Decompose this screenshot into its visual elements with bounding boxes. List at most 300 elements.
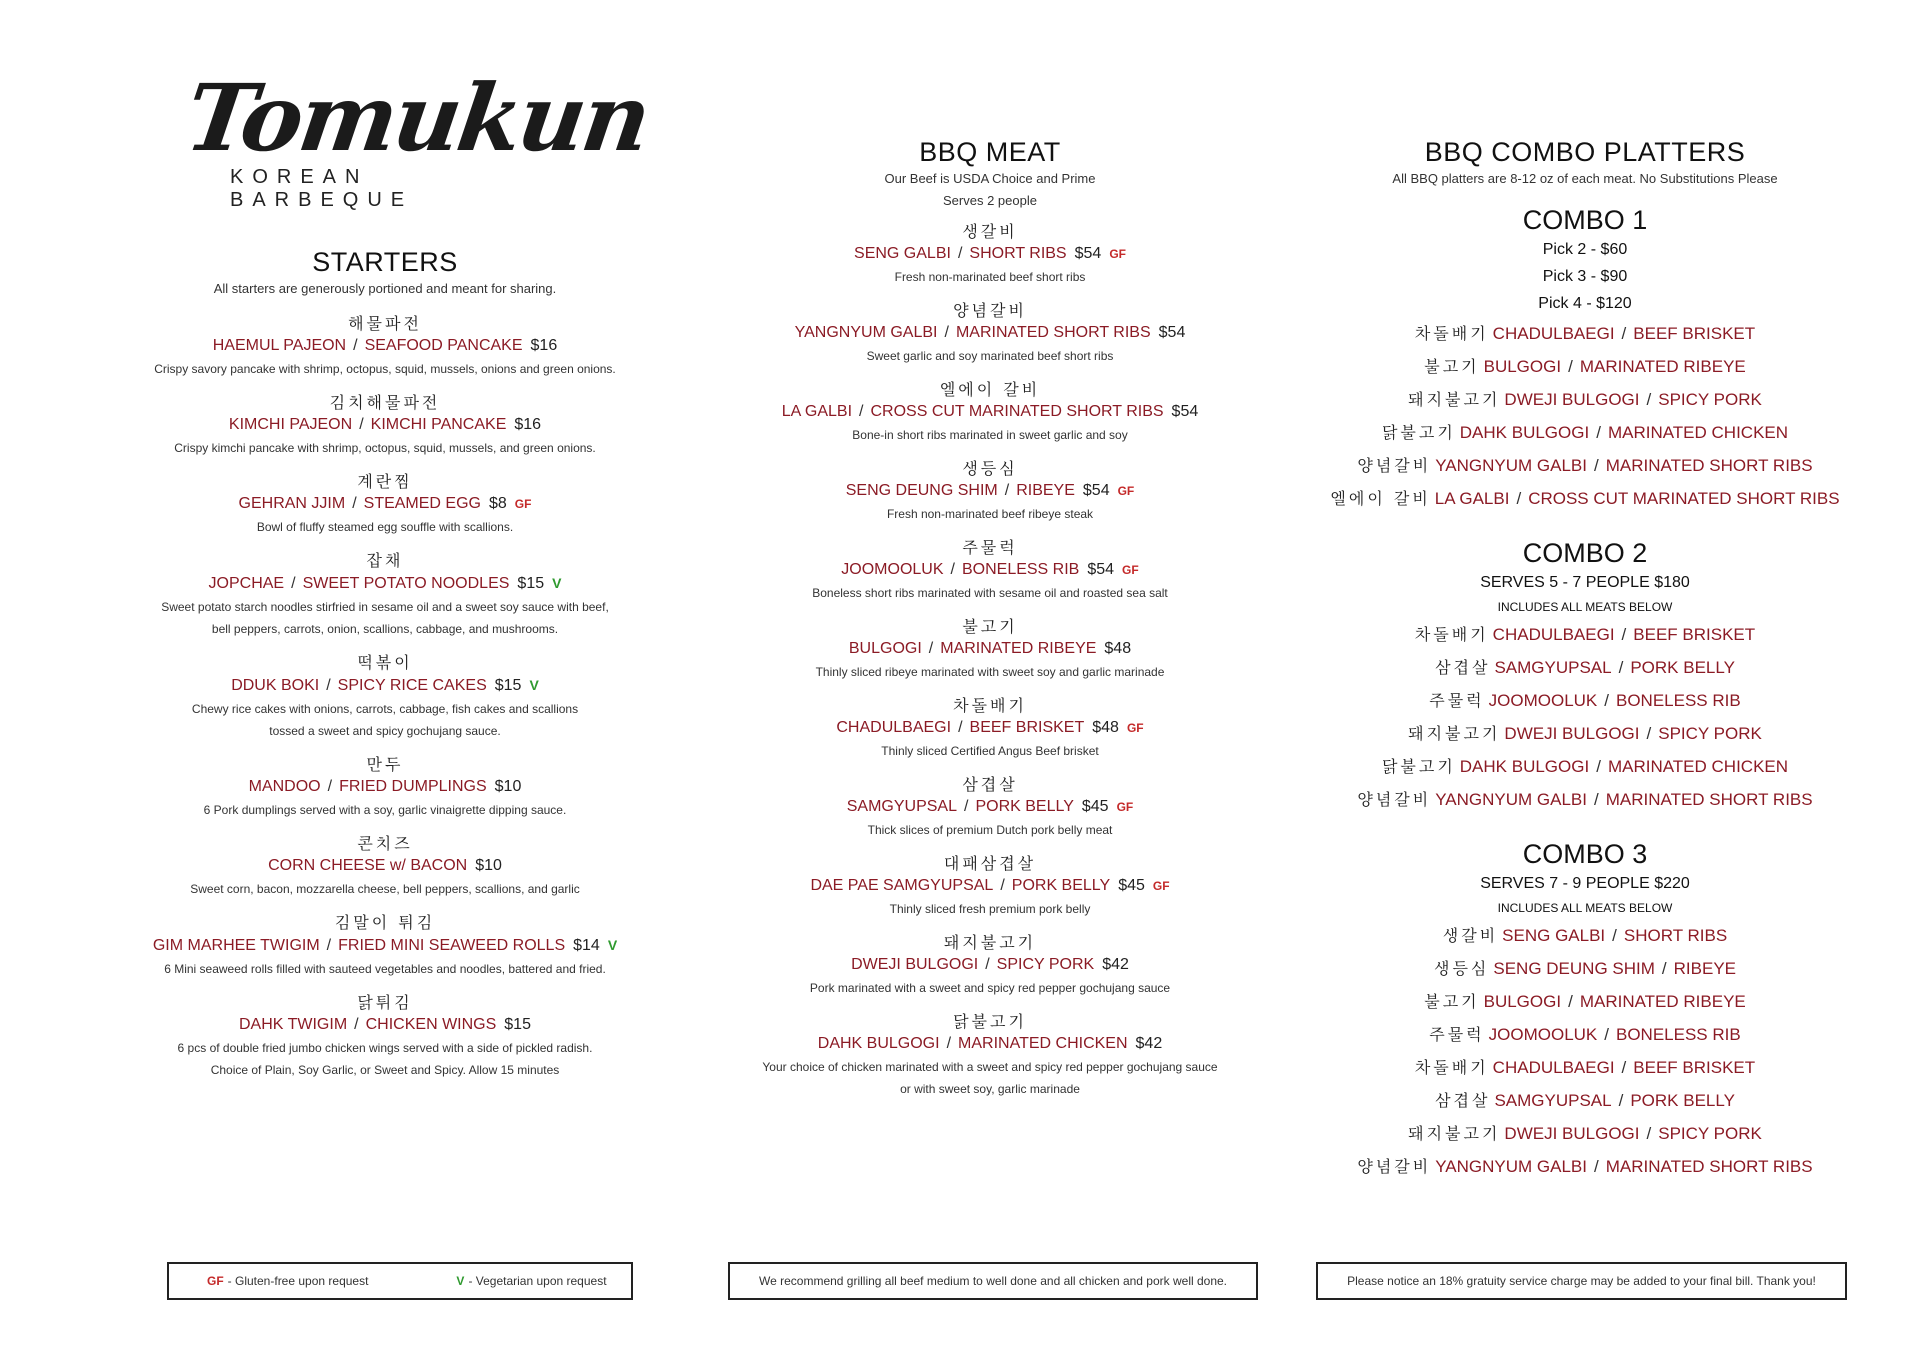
name-separator: /	[944, 324, 949, 341]
combo-meat-romanized: CHADULBAEGI	[1492, 324, 1615, 343]
combo-meat-line	[1320, 1018, 1850, 1051]
combo-meat-line	[1320, 985, 1850, 1018]
item-romanized-name: DDUK BOKI	[231, 677, 320, 694]
combo-meat-korean: 생등심	[1434, 959, 1490, 978]
item-english-name: CHICKEN WINGS	[365, 1016, 497, 1033]
combo-includes-note: INCLUDES ALL MEATS BELOW	[1497, 901, 1673, 915]
item-description: Thinly sliced fresh premium pork belly	[889, 902, 1091, 916]
menu-item	[740, 617, 1240, 683]
item-romanized-name: JOPCHAE	[208, 575, 285, 592]
combo-price-line: SERVES 7 - 9 PEOPLE $220	[1480, 875, 1690, 892]
item-description: 6 Mini seaweed rolls filled with sauteed vegetables and noodles, battered and fried.	[164, 962, 606, 976]
item-price: $54	[1087, 561, 1115, 578]
name-separator: /	[1594, 790, 1599, 809]
item-korean-name: 주물럭	[962, 538, 1018, 557]
item-name-line	[140, 492, 630, 516]
item-romanized-name: DAHK BULGOGI	[817, 1035, 940, 1052]
name-separator: /	[1604, 1025, 1609, 1044]
name-separator: /	[359, 416, 364, 433]
combo-meat-korean: 주물럭	[1429, 691, 1485, 710]
combo-meat-romanized: SENG GALBI	[1502, 926, 1606, 945]
combo-meat-english: BONELESS RIB	[1616, 1025, 1741, 1044]
item-price: $16	[514, 416, 542, 433]
starters-list	[140, 314, 630, 1081]
combo-meat-romanized: YANGNYUM GALBI	[1435, 456, 1587, 475]
item-romanized-name: DAHK TWIGIM	[239, 1016, 348, 1033]
item-romanized-name: YANGNYUM GALBI	[794, 324, 938, 341]
item-korean-name: 만두	[366, 755, 404, 774]
vegetarian-badge: V	[607, 937, 618, 953]
name-separator: /	[352, 495, 357, 512]
combo-meat-korean: 생갈비	[1442, 926, 1499, 945]
combo-section-title: BBQ COMBO PLATTERS	[1424, 137, 1746, 167]
menu-item	[140, 393, 630, 459]
gluten-free-badge: GF	[1117, 484, 1135, 498]
item-description: Sweet corn, bacon, mozzarella cheese, bell peppers, scallions, and garlic	[190, 882, 580, 896]
item-price: $16	[530, 337, 558, 354]
item-description: bell peppers, carrots, onion, scallions, cabbage, and mushrooms.	[211, 622, 559, 636]
item-price: $54	[1171, 403, 1199, 420]
item-korean-name: 돼지불고기	[943, 933, 1037, 952]
item-description: or with sweet soy, garlic marinade	[900, 1082, 1080, 1096]
item-korean-name: 잡채	[366, 551, 404, 570]
item-korean-name: 엘에이 갈비	[939, 380, 1041, 399]
bbq-meat-section	[740, 136, 1240, 1113]
item-price: $42	[1135, 1035, 1163, 1052]
combo-meat-english: CROSS CUT MARINATED SHORT RIBS	[1528, 489, 1840, 508]
item-name-line	[740, 558, 1240, 582]
item-price: $15	[504, 1016, 531, 1033]
combo-meat-english: SHORT RIBS	[1623, 926, 1728, 945]
combo-meat-line	[1320, 919, 1850, 952]
legend-box	[167, 1262, 633, 1300]
name-separator: /	[1621, 1058, 1627, 1077]
item-korean-name: 닭불고기	[953, 1012, 1027, 1031]
item-name-line	[740, 953, 1240, 977]
name-separator: /	[1596, 423, 1601, 442]
combo-block	[1320, 204, 1850, 515]
name-separator: /	[859, 403, 864, 420]
logo-subtitle: KOREAN BARBEQUE	[230, 166, 414, 211]
item-name-line	[740, 716, 1240, 740]
combo-meat-romanized: DWEJI BULGOGI	[1504, 390, 1640, 409]
combo-block	[1320, 838, 1850, 1183]
name-separator: /	[958, 719, 963, 736]
menu-item	[140, 472, 630, 538]
item-romanized-name: CORN CHEESE w/ BACON	[268, 857, 468, 874]
item-english-name: FRIED MINI SEAWEED ROLLS	[338, 937, 566, 954]
item-romanized-name: LA GALBI	[781, 403, 853, 420]
item-description: Pork marinated with a sweet and spicy red pepper gochujang sauce	[809, 981, 1171, 995]
item-name-line	[140, 1013, 630, 1037]
combo-meat-english: PORK BELLY	[1630, 1091, 1735, 1110]
combo-meat-line	[1320, 1117, 1850, 1150]
item-korean-name: 생등심	[962, 459, 1018, 478]
item-name-line	[740, 400, 1240, 424]
item-description: Bowl of fluffy steamed egg souffle with scallions.	[256, 520, 514, 534]
menu-item	[740, 222, 1240, 288]
combo-meat-english: SPICY PORK	[1658, 1124, 1762, 1143]
item-description: Your choice of chicken marinated with a sweet and spicy red pepper gochujang sauce	[762, 1060, 1218, 1074]
item-price: $14	[573, 937, 600, 954]
item-korean-name: 양념갈비	[953, 301, 1027, 320]
item-english-name: KIMCHI PANCAKE	[370, 416, 507, 433]
item-english-name: SEAFOOD PANCAKE	[364, 337, 523, 354]
combo-meat-english: MARINATED RIBEYE	[1579, 992, 1746, 1011]
item-price: $15	[517, 575, 545, 592]
name-separator: /	[964, 798, 969, 815]
item-description: Sweet garlic and soy marinated beef short ribs	[866, 349, 1114, 363]
item-korean-name: 김말이 튀김	[334, 913, 436, 932]
combo-meat-line	[1320, 449, 1850, 482]
legend-v-mark: V	[456, 1274, 465, 1288]
combo-meat-korean: 불고기	[1424, 992, 1480, 1011]
combo-meat-romanized: DWEJI BULGOGI	[1504, 1124, 1640, 1143]
combo-meat-korean: 차돌배기	[1414, 1058, 1489, 1077]
item-english-name: CROSS CUT MARINATED SHORT RIBS	[870, 403, 1164, 420]
combo-meat-korean: 차돌배기	[1414, 324, 1489, 343]
item-description: Choice of Plain, Soy Garlic, or Sweet and Spicy. Allow 15 minutes	[210, 1063, 560, 1077]
menu-item	[140, 755, 630, 821]
legend-gf-text: - Gluten-free upon request	[227, 1274, 369, 1288]
combo-meat-romanized: SAMGYUPSAL	[1494, 658, 1612, 677]
gluten-free-badge: GF	[514, 497, 532, 511]
item-name-line	[140, 854, 630, 878]
gluten-free-badge: GF	[1116, 800, 1134, 814]
item-english-name: STEAMED EGG	[363, 495, 481, 512]
combo-meat-line	[1320, 416, 1850, 449]
combo-meat-line	[1320, 350, 1850, 383]
gluten-free-badge: GF	[1152, 879, 1170, 893]
vegetarian-badge: V	[529, 677, 539, 693]
combo-meat-korean: 닭불고기	[1381, 757, 1456, 776]
item-english-name: BEEF BRISKET	[969, 719, 1085, 736]
starters-section	[140, 246, 630, 1094]
name-separator: /	[1618, 658, 1624, 677]
item-price: $54	[1158, 324, 1186, 341]
combo-meat-romanized: JOOMOOLUK	[1488, 1025, 1598, 1044]
menu-item	[740, 301, 1240, 367]
combo-meat-korean: 양념갈비	[1357, 456, 1432, 475]
item-name-line	[140, 933, 630, 958]
combo-meat-english: SPICY PORK	[1658, 724, 1762, 743]
combo-price-line: SERVES 5 - 7 PEOPLE $180	[1480, 574, 1690, 591]
combo-meat-line	[1320, 1051, 1850, 1084]
combo-meat-english: MARINATED CHICKEN	[1607, 423, 1789, 442]
combo-meat-line	[1320, 651, 1850, 684]
name-separator: /	[1000, 877, 1005, 894]
name-separator: /	[326, 677, 331, 694]
menu-item	[140, 993, 630, 1081]
item-romanized-name: MANDOO	[248, 778, 321, 795]
combo-title: COMBO 1	[1522, 205, 1648, 235]
item-name-line	[140, 413, 630, 437]
item-english-name: PORK BELLY	[975, 798, 1074, 815]
menu-item	[740, 538, 1240, 604]
starters-title: STARTERS	[312, 247, 458, 277]
combo-meat-korean: 주물럭	[1429, 1025, 1485, 1044]
item-romanized-name: HAEMUL PAJEON	[212, 337, 347, 354]
item-price: $48	[1092, 719, 1119, 736]
item-romanized-name: KIMCHI PAJEON	[228, 416, 353, 433]
combo-title: COMBO 3	[1522, 839, 1648, 869]
combo-meat-korean: 돼지불고기	[1408, 724, 1501, 743]
combo-includes-note: INCLUDES ALL MEATS BELOW	[1497, 600, 1673, 614]
item-description: Sweet potato starch noodles stirfried in sesame oil and a sweet soy sauce with beef,	[161, 600, 609, 614]
bbq-meat-note-1: Our Beef is USDA Choice and Prime	[884, 171, 1096, 186]
combo-meat-romanized: SAMGYUPSAL	[1494, 1091, 1612, 1110]
gratuity-note-box	[1316, 1262, 1847, 1300]
combo-meat-line	[1320, 1084, 1850, 1117]
name-separator: /	[1004, 482, 1010, 499]
combo-price-line: Pick 2 - $60	[1542, 241, 1628, 258]
combo-meat-romanized: DAHK BULGOGI	[1459, 757, 1590, 776]
item-name-line	[140, 775, 630, 799]
item-romanized-name: DWEJI BULGOGI	[851, 956, 979, 973]
item-price: $45	[1081, 798, 1109, 815]
item-english-name: SWEET POTATO NOODLES	[302, 575, 510, 592]
combo-meat-line	[1320, 783, 1850, 816]
name-separator: /	[1568, 992, 1573, 1011]
item-english-name: MARINATED CHICKEN	[958, 1035, 1128, 1052]
combo-meat-line	[1320, 618, 1850, 651]
name-separator: /	[946, 1035, 952, 1052]
combo-meat-romanized: JOOMOOLUK	[1488, 691, 1598, 710]
bbq-meat-title: BBQ MEAT	[919, 137, 1061, 167]
logo-script-text: Tomukun	[179, 64, 655, 172]
item-english-name: RIBEYE	[1016, 482, 1075, 499]
item-description: Bone-in short ribs marinated in sweet garlic and soy	[852, 428, 1128, 442]
item-price: $42	[1102, 956, 1129, 973]
item-name-line	[740, 637, 1240, 661]
name-separator: /	[1594, 456, 1599, 475]
combo-meat-line	[1320, 952, 1850, 985]
name-separator: /	[957, 245, 963, 262]
combo-section-note: All BBQ platters are 8-12 oz of each meat. No Substitutions Please	[1392, 171, 1778, 186]
name-separator: /	[353, 337, 358, 354]
item-name-line	[740, 479, 1240, 503]
item-description: Fresh non-marinated beef short ribs	[894, 270, 1086, 284]
item-price: $54	[1082, 482, 1110, 499]
combo-meat-romanized: CHADULBAEGI	[1492, 1058, 1615, 1077]
name-separator: /	[1516, 489, 1522, 508]
combo-meat-korean: 불고기	[1424, 357, 1480, 376]
combo-meat-english: BONELESS RIB	[1616, 691, 1741, 710]
item-price: $54	[1074, 245, 1102, 262]
gluten-free-badge: GF	[1109, 247, 1126, 261]
brand-logo	[175, 64, 655, 211]
gratuity-note: Please notice an 18% gratuity service charge may be added to your final bill. Thank you!	[1347, 1274, 1816, 1288]
combo-meat-romanized: LA GALBI	[1434, 489, 1510, 508]
combo-meat-english: BEEF BRISKET	[1633, 324, 1756, 343]
item-price: $48	[1104, 640, 1132, 657]
item-korean-name: 닭튀김	[357, 993, 413, 1012]
item-korean-name: 대패삼겹살	[943, 854, 1037, 873]
item-english-name: MARINATED RIBEYE	[940, 640, 1097, 657]
item-romanized-name: GIM MARHEE TWIGIM	[152, 937, 320, 954]
vegetarian-badge: V	[552, 575, 562, 591]
name-separator: /	[1646, 724, 1652, 743]
combo-meat-line	[1320, 717, 1850, 750]
combo-meat-romanized: DAHK BULGOGI	[1459, 423, 1590, 442]
item-name-line	[140, 334, 630, 358]
name-separator: /	[1604, 691, 1609, 710]
combo-meat-english: RIBEYE	[1673, 959, 1736, 978]
combo-meat-korean: 차돌배기	[1414, 625, 1489, 644]
combo-meat-romanized: SENG DEUNG SHIM	[1493, 959, 1655, 978]
menu-item	[140, 834, 630, 900]
combo-meat-romanized: CHADULBAEGI	[1492, 625, 1615, 644]
combo-meat-line	[1320, 750, 1850, 783]
name-separator: /	[326, 937, 332, 954]
item-description: Boneless short ribs marinated with sesame oil and roasted sea salt	[812, 586, 1168, 600]
gluten-free-badge: GF	[1126, 721, 1144, 735]
item-romanized-name: GEHRAN JJIM	[238, 495, 346, 512]
menu-item	[140, 913, 630, 980]
menu-item	[140, 551, 630, 640]
item-description: 6 pcs of double fried jumbo chicken wings served with a side of pickled radish.	[177, 1041, 593, 1055]
name-separator: /	[327, 778, 333, 795]
menu-item	[740, 775, 1240, 841]
combo-meat-korean: 삼겹살	[1435, 1091, 1491, 1110]
bbq-meat-note-2: Serves 2 people	[943, 193, 1037, 208]
menu-item	[740, 854, 1240, 920]
item-description: 6 Pork dumplings served with a soy, garlic vinaigrette dipping sauce.	[203, 803, 567, 817]
combo-meat-korean: 양념갈비	[1357, 790, 1432, 809]
name-separator: /	[354, 1016, 359, 1033]
combo-section	[1320, 136, 1850, 1205]
item-korean-name: 떡볶이	[357, 653, 413, 672]
item-name-line	[140, 571, 630, 596]
name-separator: /	[1646, 390, 1652, 409]
combo-meat-korean: 양념갈비	[1357, 1157, 1432, 1176]
combo-meat-romanized: YANGNYUM GALBI	[1435, 790, 1587, 809]
name-separator: /	[1661, 959, 1667, 978]
combo-block	[1320, 537, 1850, 816]
item-romanized-name: SAMGYUPSAL	[846, 798, 957, 815]
menu-item	[140, 314, 630, 380]
item-korean-name: 불고기	[962, 617, 1018, 636]
combo-meat-english: MARINATED SHORT RIBS	[1605, 1157, 1813, 1176]
combo-meat-line	[1320, 684, 1850, 717]
name-separator: /	[291, 575, 296, 592]
name-separator: /	[1612, 926, 1617, 945]
combo-meat-english: PORK BELLY	[1630, 658, 1735, 677]
combo-price-line: Pick 4 - $120	[1538, 295, 1632, 312]
item-english-name: FRIED DUMPLINGS	[339, 778, 487, 795]
item-korean-name: 차돌배기	[953, 696, 1027, 715]
menu-item	[740, 696, 1240, 762]
name-separator: /	[1596, 757, 1601, 776]
combo-meat-romanized: DWEJI BULGOGI	[1504, 724, 1640, 743]
combo-meat-english: MARINATED RIBEYE	[1579, 357, 1746, 376]
combo-meat-english: MARINATED SHORT RIBS	[1605, 456, 1813, 475]
item-name-line	[740, 321, 1240, 345]
item-english-name: PORK BELLY	[1011, 877, 1111, 894]
combo-meat-korean: 돼지불고기	[1408, 1124, 1501, 1143]
bbq-meat-list	[740, 222, 1240, 1100]
name-separator: /	[1646, 1124, 1652, 1143]
item-name-line	[740, 795, 1240, 819]
item-price: $8	[489, 495, 507, 512]
item-description: Thinly sliced Certified Angus Beef brisket	[881, 744, 1099, 758]
combo-price-line: Pick 3 - $90	[1542, 268, 1628, 285]
combo-meat-korean: 돼지불고기	[1408, 390, 1501, 409]
combo-meat-romanized: YANGNYUM GALBI	[1435, 1157, 1587, 1176]
item-romanized-name: SENG DEUNG SHIM	[845, 482, 998, 499]
combo-meat-line	[1320, 1150, 1850, 1183]
item-description: Crispy savory pancake with shrimp, octopus, squid, mussels, onions and green onions.	[154, 362, 616, 376]
combo-meat-line	[1320, 317, 1850, 350]
combo-meat-english: BEEF BRISKET	[1633, 625, 1756, 644]
item-description: Crispy kimchi pancake with shrimp, octopus, squid, mussels, and green onions.	[174, 441, 596, 455]
item-price: $10	[475, 857, 502, 874]
item-korean-name: 해물파전	[348, 314, 422, 333]
menu-item	[740, 933, 1240, 999]
item-name-line	[740, 874, 1240, 898]
combo-meat-romanized: BULGOGI	[1483, 357, 1562, 376]
item-price: $10	[494, 778, 522, 795]
item-english-name: SPICY PORK	[996, 956, 1095, 973]
item-romanized-name: SENG GALBI	[854, 245, 951, 262]
item-english-name: BONELESS RIB	[961, 561, 1080, 578]
combo-meat-romanized: BULGOGI	[1483, 992, 1562, 1011]
menu-item	[140, 653, 630, 742]
item-name-line	[740, 1032, 1240, 1056]
combo-meat-english: MARINATED SHORT RIBS	[1605, 790, 1813, 809]
legend-gf-mark: GF	[207, 1274, 224, 1288]
name-separator: /	[985, 956, 990, 973]
combo-meat-english: SPICY PORK	[1658, 390, 1762, 409]
combo-meat-korean: 엘에이 갈비	[1330, 489, 1431, 508]
combo-meat-line	[1320, 383, 1850, 416]
menu-item	[740, 380, 1240, 446]
combo-meat-korean: 닭불고기	[1381, 423, 1456, 442]
gluten-free-badge: GF	[1122, 563, 1139, 577]
item-korean-name: 삼겹살	[962, 775, 1018, 794]
item-romanized-name: DAE PAE SAMGYUPSAL	[810, 877, 994, 894]
grilling-note-box	[728, 1262, 1258, 1300]
item-korean-name: 계란찜	[357, 472, 413, 491]
item-english-name: SHORT RIBS	[969, 245, 1067, 262]
item-romanized-name: CHADULBAEGI	[836, 719, 952, 736]
name-separator: /	[1568, 357, 1573, 376]
item-name-line	[140, 673, 630, 698]
menu-item	[740, 1012, 1240, 1100]
name-separator: /	[950, 561, 955, 578]
grilling-note: We recommend grilling all beef medium to well done and all chicken and pork well done.	[758, 1274, 1228, 1288]
legend-v-text: - Vegetarian upon request	[468, 1274, 607, 1288]
combo-title: COMBO 2	[1522, 538, 1648, 568]
name-separator: /	[1621, 324, 1627, 343]
item-description: Thinly sliced ribeye marinated with sweet soy and garlic marinade	[815, 665, 1165, 679]
item-price: $45	[1118, 877, 1145, 894]
combo-meat-korean: 삼겹살	[1435, 658, 1491, 677]
name-separator: /	[1618, 1091, 1624, 1110]
combo-list	[1320, 204, 1850, 1183]
combo-meat-english: MARINATED CHICKEN	[1607, 757, 1789, 776]
item-korean-name: 김치해물파전	[329, 393, 441, 412]
name-separator: /	[1621, 625, 1627, 644]
item-name-line	[740, 242, 1240, 266]
combo-meat-line	[1320, 482, 1850, 515]
item-price: $15	[494, 677, 522, 694]
combo-meat-english: BEEF BRISKET	[1633, 1058, 1756, 1077]
menu-item	[740, 459, 1240, 525]
name-separator: /	[1594, 1157, 1599, 1176]
item-description: Thick slices of premium Dutch pork belly meat	[867, 823, 1113, 837]
item-romanized-name: JOOMOOLUK	[841, 561, 944, 578]
